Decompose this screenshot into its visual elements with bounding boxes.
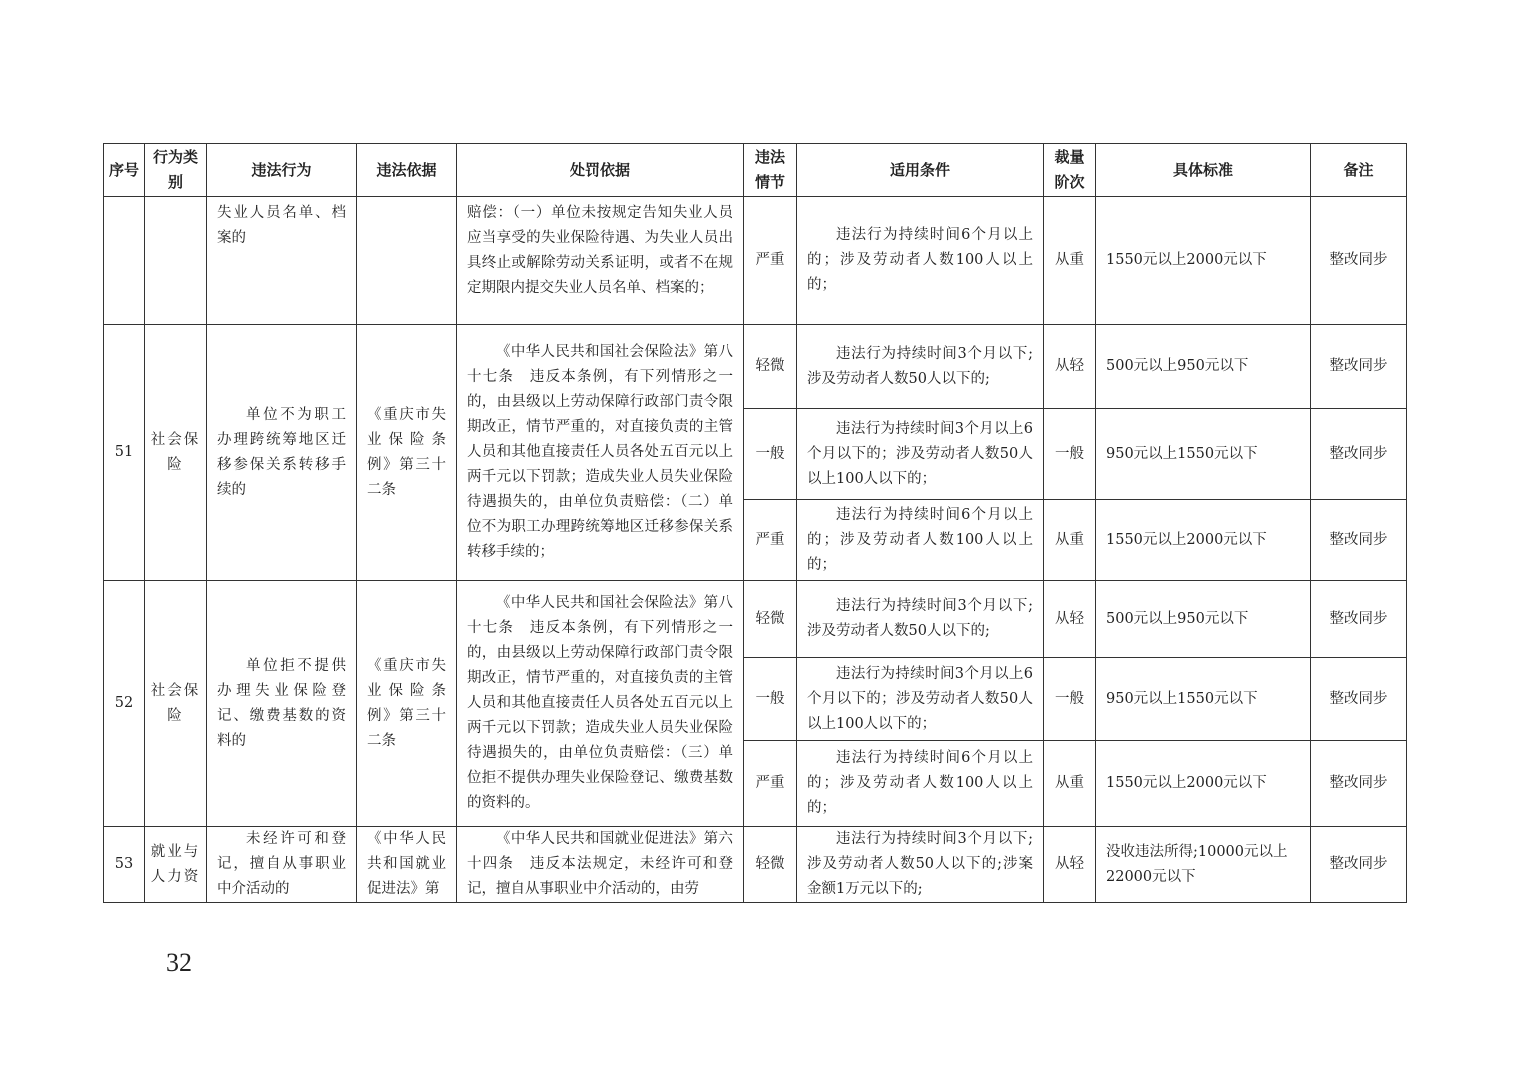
level-cell: 一般	[1044, 409, 1096, 500]
penalty-basis-cell: 《中华人民共和国社会保险法》第八十七条 违反本条例，有下列情形之一的，由县级以上劳动保障行政部门责令限期改正，情节严重的，对直接负责的主管人员和其他直接责任人员各处五百元以上两千元以下罚款；造成失业人员失业保险待遇损失的，由单位负责赔偿：（二）单位不为职工办理跨统筹地区迁移参保关系转移手续的；	[457, 325, 744, 581]
condition-cell: 违法行为持续时间6个月以上的；涉及劳动者人数100人以上的；	[797, 197, 1044, 325]
circumstance-cell: 轻微	[744, 581, 797, 658]
category-cell	[145, 197, 207, 325]
standard-cell: 500元以上950元以下	[1096, 325, 1311, 409]
seq-cell: 52	[104, 581, 145, 827]
remark-cell: 整改同步	[1311, 741, 1407, 827]
seq-cell	[104, 197, 145, 325]
level-cell: 从重	[1044, 500, 1096, 581]
condition-cell: 违法行为持续时间3个月以上6个月以下的；涉及劳动者人数50人以上100人以下的；	[797, 409, 1044, 500]
standard-cell: 950元以上1550元以下	[1096, 658, 1311, 741]
remark-cell: 整改同步	[1311, 409, 1407, 500]
header-seq: 序号	[104, 144, 145, 197]
penalty-basis-cell: 《中华人民共和国就业促进法》第六十四条 违反本法规定，未经许可和登记，擅自从事职业中介活动的，由劳	[457, 827, 744, 903]
remark-cell: 整改同步	[1311, 658, 1407, 741]
condition-cell: 违法行为持续时间6个月以上的；涉及劳动者人数100人以上的；	[797, 500, 1044, 581]
header-act: 违法行为	[207, 144, 357, 197]
header-standard: 具体标准	[1096, 144, 1311, 197]
remark-cell: 整改同步	[1311, 197, 1407, 325]
standard-cell: 1550元以上2000元以下	[1096, 197, 1311, 325]
penalty-basis-cell: 赔偿：（一）单位未按规定告知失业人员应当享受的失业保险待遇、为失业人员出具终止或解除劳动关系证明，或者不在规定期限内提交失业人员名单、档案的；	[457, 197, 744, 325]
header-penalty-basis: 处罚依据	[457, 144, 744, 197]
penalty-standards-table	[103, 143, 1407, 903]
circumstance-cell: 严重	[744, 197, 797, 325]
table-header-row	[104, 144, 1407, 197]
standard-cell: 没收违法所得;10000元以上22000元以下	[1096, 827, 1311, 903]
level-cell: 从重	[1044, 197, 1096, 325]
condition-cell: 违法行为持续时间3个月以上6个月以下的；涉及劳动者人数50人以上100人以下的；	[797, 658, 1044, 741]
circumstance-cell: 轻微	[744, 827, 797, 903]
condition-cell: 违法行为持续时间6个月以上的；涉及劳动者人数100人以上的；	[797, 741, 1044, 827]
standard-cell: 1550元以上2000元以下	[1096, 741, 1311, 827]
page-number: 32	[166, 948, 192, 977]
condition-cell: 违法行为持续时间3个月以下;涉及劳动者人数50人以下的;	[797, 325, 1044, 409]
header-basis: 违法依据	[357, 144, 457, 197]
remark-cell: 整改同步	[1311, 500, 1407, 581]
category-cell: 社会保险	[145, 325, 207, 581]
circumstance-cell: 严重	[744, 500, 797, 581]
remark-cell: 整改同步	[1311, 581, 1407, 658]
remark-cell: 整改同步	[1311, 827, 1407, 903]
header-condition: 适用条件	[797, 144, 1044, 197]
condition-cell: 违法行为持续时间3个月以下;涉及劳动者人数50人以下的;涉案金额1万元以下的;	[797, 827, 1044, 903]
circumstance-cell: 严重	[744, 741, 797, 827]
level-cell: 一般	[1044, 658, 1096, 741]
circumstance-cell: 轻微	[744, 325, 797, 409]
table-row	[104, 325, 1407, 409]
standard-cell: 500元以上950元以下	[1096, 581, 1311, 658]
basis-cell: 《中华人民共和国就业促进法》第	[357, 827, 457, 903]
act-cell: 失业人员名单、档案的	[207, 197, 357, 325]
standard-cell: 950元以上1550元以下	[1096, 409, 1311, 500]
seq-cell: 51	[104, 325, 145, 581]
header-circumstance: 违法情节	[744, 144, 797, 197]
level-cell: 从轻	[1044, 827, 1096, 903]
condition-cell: 违法行为持续时间3个月以下;涉及劳动者人数50人以下的;	[797, 581, 1044, 658]
table-row	[104, 827, 1407, 903]
penalty-basis-cell: 《中华人民共和国社会保险法》第八十七条 违反本条例，有下列情形之一的，由县级以上劳动保障行政部门责令限期改正，情节严重的，对直接负责的主管人员和其他直接责任人员各处五百元以上两千元以下罚款；造成失业人员失业保险待遇损失的，由单位负责赔偿：（三）单位拒不提供办理失业保险登记、缴费基数的资料的。	[457, 581, 744, 827]
header-level: 裁量阶次	[1044, 144, 1096, 197]
table-row	[104, 581, 1407, 658]
category-cell: 社会保险	[145, 581, 207, 827]
remark-cell: 整改同步	[1311, 325, 1407, 409]
act-cell: 单位拒不提供办理失业保险登记、缴费基数的资料的	[207, 581, 357, 827]
category-cell: 就业与人力资	[145, 827, 207, 903]
level-cell: 从轻	[1044, 325, 1096, 409]
level-cell: 从轻	[1044, 581, 1096, 658]
header-remark: 备注	[1311, 144, 1407, 197]
basis-cell: 《重庆市失业保险条例》第三十二条	[357, 581, 457, 827]
standard-cell: 1550元以上2000元以下	[1096, 500, 1311, 581]
table-row	[104, 197, 1407, 325]
header-category: 行为类别	[145, 144, 207, 197]
act-cell: 单位不为职工办理跨统筹地区迁移参保关系转移手续的	[207, 325, 357, 581]
circumstance-cell: 一般	[744, 658, 797, 741]
act-cell: 未经许可和登记，擅自从事职业中介活动的	[207, 827, 357, 903]
seq-cell: 53	[104, 827, 145, 903]
basis-cell	[357, 197, 457, 325]
level-cell: 从重	[1044, 741, 1096, 827]
basis-cell: 《重庆市失业保险条例》第三十二条	[357, 325, 457, 581]
circumstance-cell: 一般	[744, 409, 797, 500]
